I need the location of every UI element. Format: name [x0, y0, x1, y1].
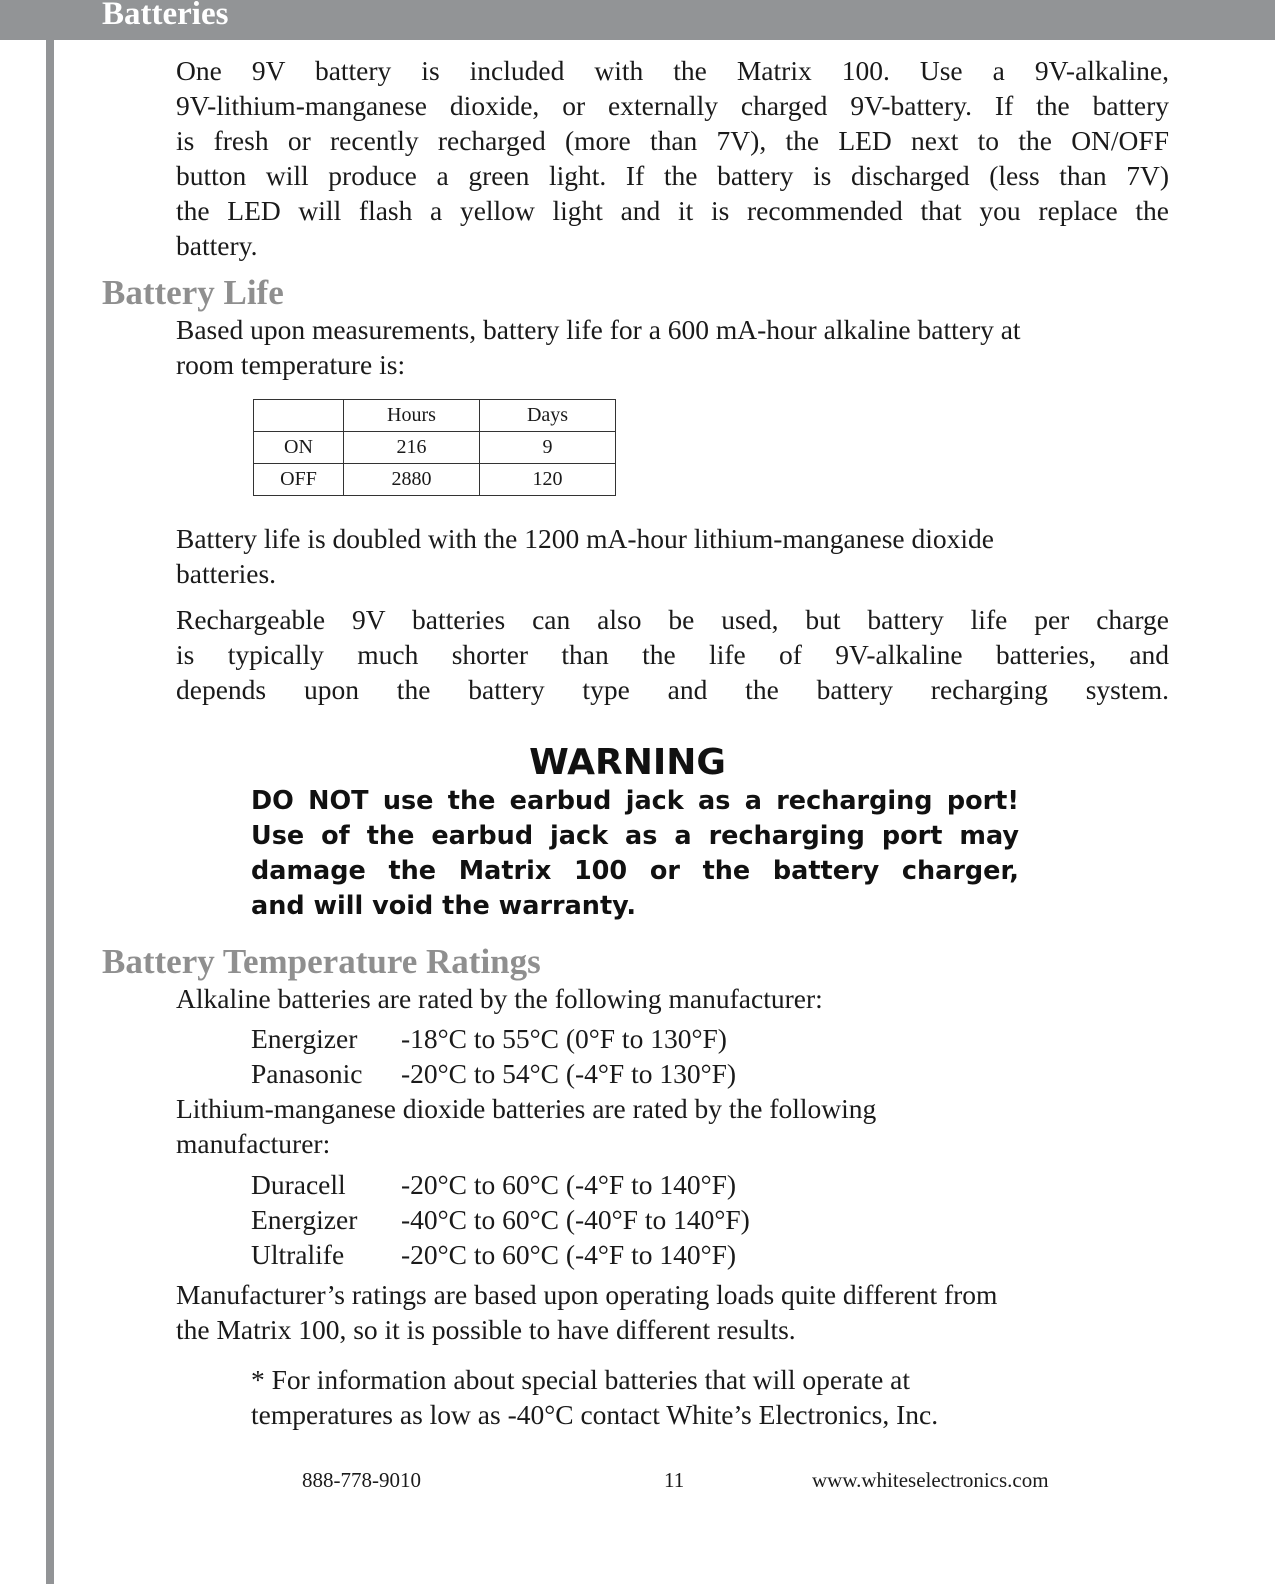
doubled-paragraph: [176, 521, 1169, 591]
table-cell: ON: [254, 432, 344, 464]
table-header-cell: Days: [480, 400, 616, 432]
battery-life-intro: [176, 312, 1169, 382]
lithium-intro-line: Lithium-manganese dioxide batteries are rated by the following: [176, 1093, 877, 1124]
table-header-cell: Hours: [344, 400, 480, 432]
temperature-range: -40°C to 60°C (-40°F to 140°F): [401, 1204, 750, 1235]
rechargeable-paragraph: [176, 602, 1169, 707]
temperature-range: -18°C to 55°C (0°F to 130°F): [401, 1023, 727, 1054]
table-cell: 2880: [344, 464, 480, 496]
table-cell: OFF: [254, 464, 344, 496]
alkaline-intro: Alkaline batteries are rated by the following manufacturer:: [176, 983, 823, 1014]
warning-title: WARNING: [529, 742, 726, 783]
table-header-cell: [254, 400, 344, 432]
temperature-range: -20°C to 60°C (-4°F to 140°F): [401, 1239, 737, 1270]
battery-life-heading: Battery Life: [102, 273, 284, 312]
warning-line: DO NOT use the earbud jack as a recharging port!: [251, 786, 1019, 816]
rechargeable-line: Rechargeable 9V batteries can also be used, but battery life per charge: [176, 604, 1169, 635]
manufacturer-name: Ultralife: [251, 1239, 345, 1270]
battery-life-line: room temperature is:: [176, 349, 406, 380]
rating-row: [251, 1021, 727, 1056]
warning-line: Use of the earbud jack as a recharging port may: [251, 821, 1019, 851]
footnote: [251, 1362, 1031, 1432]
table-cell: 120: [480, 464, 616, 496]
footnote-line: * For information about special batteries that will operate at: [251, 1364, 911, 1395]
ratings-note: [176, 1277, 1169, 1347]
footer-website: www.whiteselectronics.com: [812, 1468, 1049, 1492]
table-header-row: [254, 400, 616, 432]
warning-line: damage the Matrix 100 or the battery charger,: [251, 856, 1019, 886]
lithium-intro: [176, 1091, 1169, 1161]
table-row: [254, 432, 616, 464]
temperature-range: -20°C to 54°C (-4°F to 130°F): [401, 1058, 737, 1089]
battery-life-line: Based upon measurements, battery life for a 600 mA-hour alkaline battery at: [176, 314, 1021, 345]
manufacturer-name: Energizer: [251, 1023, 358, 1054]
left-margin-rule: [46, 40, 54, 1584]
manufacturer-name: Duracell: [251, 1169, 346, 1200]
ratings-note-line: the Matrix 100, so it is possible to have different results.: [176, 1314, 796, 1345]
intro-line: One 9V battery is included with the Matrix 100. Use a 9V-alkaline,: [176, 55, 1169, 86]
footnote-line: temperatures as low as -40°C contact White’s Electronics, Inc.: [251, 1399, 939, 1430]
temperature-range: -20°C to 60°C (-4°F to 140°F): [401, 1169, 737, 1200]
footer-phone: 888-778-9010: [302, 1468, 421, 1492]
table-cell: 216: [344, 432, 480, 464]
warning-body: [251, 784, 1019, 924]
intro-line: is fresh or recently recharged (more than 7V), the LED next to the ON/OFF: [176, 125, 1169, 156]
rechargeable-line: depends upon the battery type and the battery recharging system.: [176, 674, 1169, 705]
doubled-line: Battery life is doubled with the 1200 mA-hour lithium-manganese dioxide: [176, 523, 994, 554]
intro-paragraph: [176, 53, 1169, 263]
rechargeable-line: is typically much shorter than the life of 9V-alkaline batteries, and: [176, 639, 1169, 670]
intro-line: button will produce a green light. If the battery is discharged (less than 7V): [176, 160, 1169, 191]
intro-line: 9V-lithium-manganese dioxide, or externally charged 9V-battery. If the battery: [176, 90, 1169, 121]
warning-line: and will void the warranty.: [251, 891, 637, 921]
doubled-line: batteries.: [176, 558, 277, 589]
rating-row: [251, 1056, 736, 1091]
table-row: [254, 464, 616, 496]
footer-page-number: 11: [664, 1468, 685, 1492]
rating-row: [251, 1237, 736, 1272]
battery-life-table: [253, 399, 616, 496]
ratings-note-line: Manufacturer’s ratings are based upon operating loads quite different from: [176, 1279, 998, 1310]
intro-line: battery.: [176, 230, 258, 261]
temperature-heading: Battery Temperature Ratings: [102, 942, 541, 981]
rating-row: [251, 1167, 736, 1202]
table-cell: 9: [480, 432, 616, 464]
page-title: Batteries: [102, 0, 229, 32]
lithium-intro-line: manufacturer:: [176, 1128, 331, 1159]
manufacturer-name: Panasonic: [251, 1058, 363, 1089]
rating-row: [251, 1202, 750, 1237]
intro-line: the LED will flash a yellow light and it is recommended that you replace the: [176, 195, 1169, 226]
manufacturer-name: Energizer: [251, 1204, 358, 1235]
